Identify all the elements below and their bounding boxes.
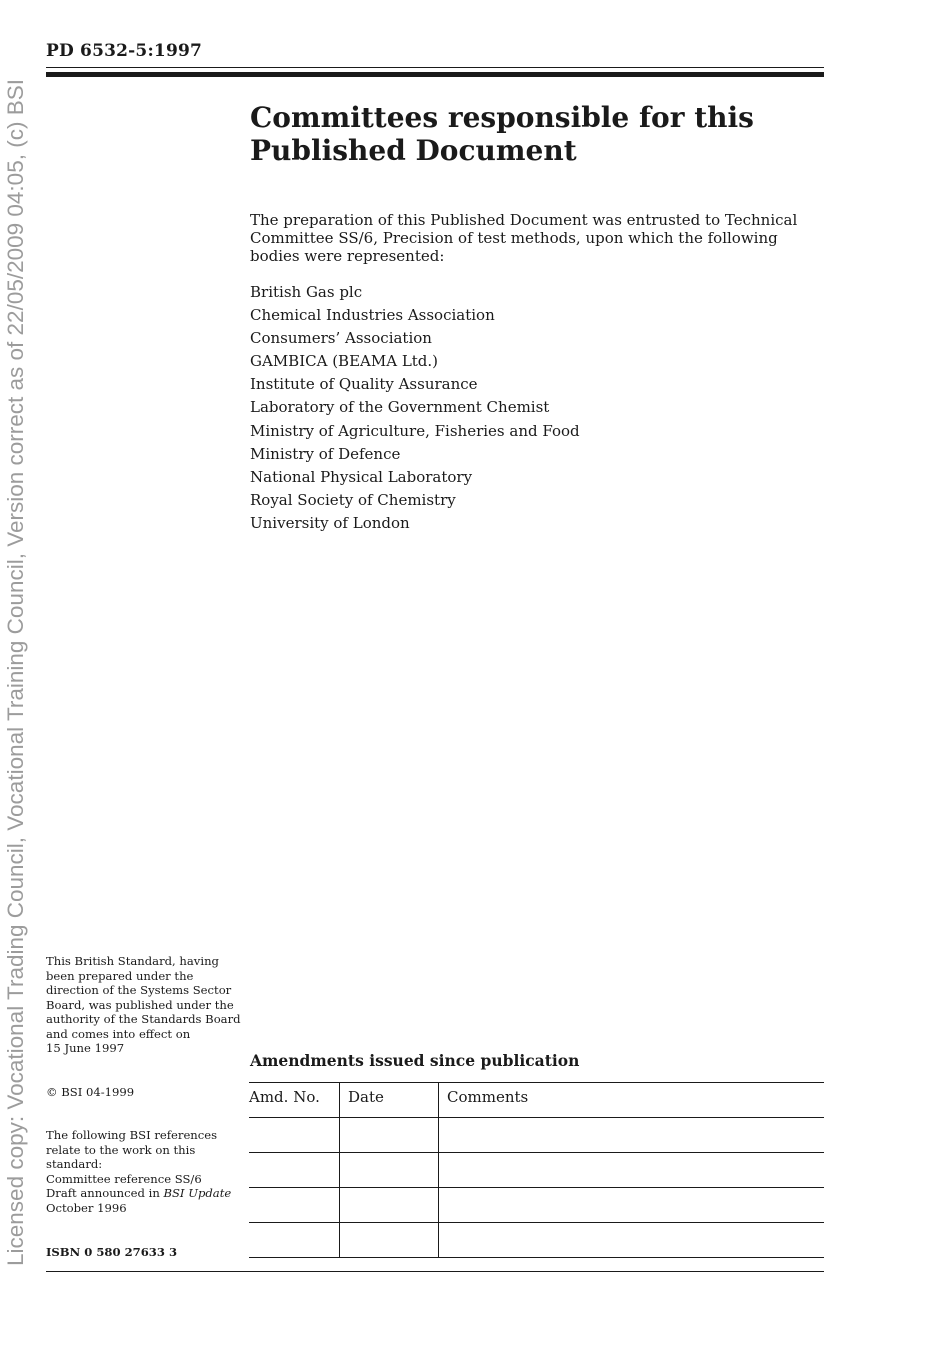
represented-bodies-list	[250, 281, 580, 535]
list-item: Laboratory of the Government Chemist	[250, 398, 550, 417]
table-cell	[439, 1188, 825, 1223]
column-header-date: Date	[340, 1083, 439, 1118]
list-item: Chemical Industries Association	[250, 306, 495, 325]
draft-publication: BSI Update	[163, 1186, 232, 1200]
isbn: ISBN 0 580 27633 3	[46, 1245, 178, 1259]
list-item: British Gas plc	[250, 283, 363, 301]
document-id: PD 6532-5:1997	[46, 41, 203, 61]
table-cell	[249, 1188, 340, 1223]
header-rule-thin	[46, 67, 824, 68]
table-cell	[340, 1118, 439, 1153]
list-item: National Physical Laboratory	[250, 467, 473, 486]
list-item: University of London	[250, 513, 410, 532]
table-cell	[249, 1153, 340, 1188]
column-header-comments: Comments	[439, 1083, 825, 1118]
table-cell	[340, 1223, 439, 1258]
draft-prefix: Draft announced in	[46, 1186, 164, 1200]
table-cell	[340, 1188, 439, 1223]
column-header-amd-no: Amd. No.	[249, 1083, 340, 1118]
publication-note	[46, 954, 246, 1056]
draft-date: October 1996	[46, 1200, 127, 1215]
draft-announcement	[46, 1186, 246, 1201]
amendments-heading: Amendments issued since publication	[250, 1051, 580, 1070]
table-cell	[249, 1223, 340, 1258]
table-cell	[439, 1223, 825, 1258]
copyright-text: © BSI 04-1999	[46, 1085, 135, 1099]
table-header-row	[249, 1083, 824, 1118]
header-rule-thick	[46, 72, 824, 77]
publication-note-text: This British Standard, having been prepared under the direction of the Systems Sector Board, was published under the authority of the Standards Board and comes into effect on	[46, 954, 241, 1041]
license-watermark: Licensed copy: Vocational Trading Council, Vocational Training Council, Version correct as of 22/05/2009 04:05, (c) BSI	[3, 79, 28, 1266]
bsi-references	[46, 1128, 246, 1215]
page-title: Committees responsible for this Published Document	[250, 101, 754, 167]
references-intro: The following BSI references relate to the work on this standard:	[46, 1128, 218, 1171]
list-item: GAMBICA (BEAMA Ltd.)	[250, 352, 439, 371]
list-item: Royal Society of Chemistry	[250, 490, 456, 509]
table-cell	[439, 1118, 825, 1153]
table-row	[249, 1223, 824, 1258]
footer-rule	[46, 1271, 824, 1272]
committee-reference: Committee reference SS/6	[46, 1171, 202, 1186]
intro-paragraph: The preparation of this Published Document was entrusted to Technical Committee SS/6, Precision of test methods, upon which the following bodies were represented:	[250, 211, 798, 265]
list-item: Consumers’ Association	[250, 329, 432, 348]
list-item: Ministry of Agriculture, Fisheries and Food	[250, 421, 580, 440]
table-cell	[249, 1118, 340, 1153]
table-row	[249, 1153, 824, 1188]
table-cell	[340, 1153, 439, 1188]
table-cell	[439, 1153, 825, 1188]
list-item: Ministry of Defence	[250, 444, 401, 463]
list-item: Institute of Quality Assurance	[250, 375, 478, 394]
table-row	[249, 1188, 824, 1223]
amendments-table	[249, 1082, 824, 1258]
effective-date: 15 June 1997	[46, 1041, 125, 1055]
table-row	[249, 1118, 824, 1153]
copyright-notice	[46, 1085, 246, 1100]
